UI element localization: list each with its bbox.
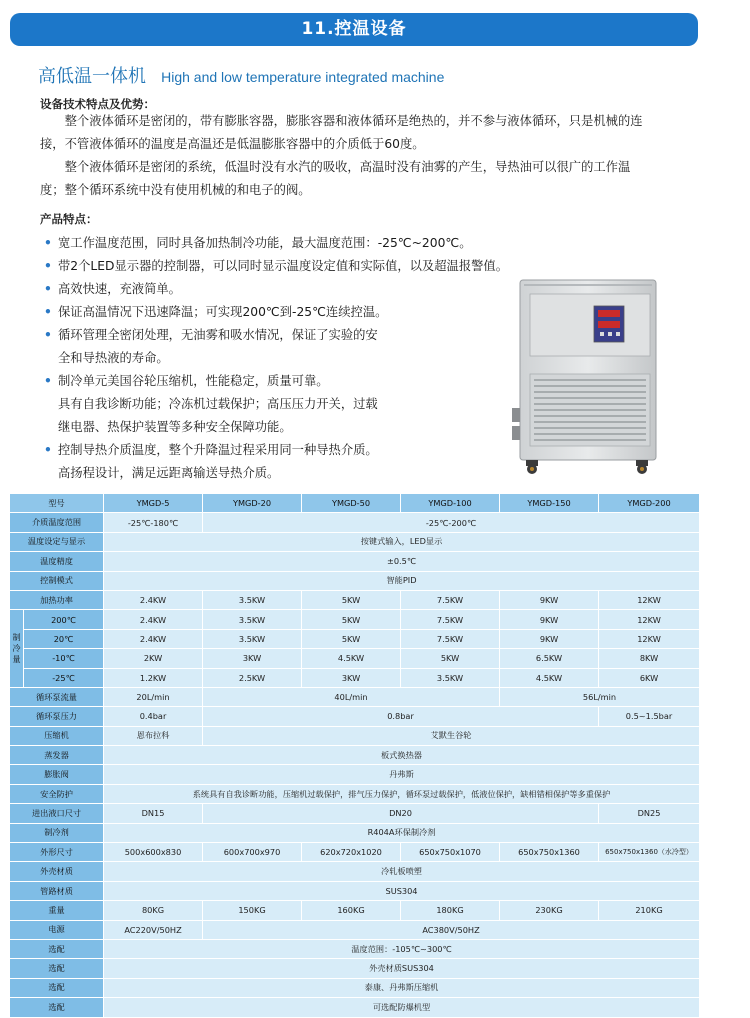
bullet-icon: • <box>44 374 52 388</box>
row-label: -25℃ <box>24 668 104 687</box>
table-header-cell: YMGD-20 <box>203 494 302 513</box>
table-cell: AC220V/50HZ <box>104 920 203 939</box>
table-row <box>10 610 700 629</box>
row-label: 介质温度范围 <box>10 513 104 532</box>
table-row <box>10 629 700 648</box>
table-cell: 艾默生谷轮 <box>203 726 700 745</box>
table-row <box>10 901 700 920</box>
table-cell: 3KW <box>302 668 401 687</box>
advantages-paragraph-1: 整个液体循环是密闭的，带有膨胀容器，膨胀容器和液体循环是绝热的，并不参与液体循环，只是机械的连接，不管液体循环的温度是高温还是低温膨胀容器中的介质低于60度。 <box>40 114 643 151</box>
table-row <box>10 513 700 532</box>
feature-item <box>42 439 512 462</box>
table-cell: 650x750x1070 <box>401 843 500 862</box>
table-cell: 2KW <box>104 649 203 668</box>
table-cell: 0.8bar <box>203 707 599 726</box>
table-cell: -25℃-200℃ <box>203 513 700 532</box>
product-title-cn: 高低温一体机 <box>38 66 146 87</box>
row-label: 重量 <box>10 901 104 920</box>
bullet-icon: • <box>44 282 52 296</box>
feature-line: 循环管理全密闭处理，无油雾和吸水情况，保证了实验的安 <box>58 328 378 342</box>
table-cell: 3.5KW <box>203 629 302 648</box>
feature-line: 全和导热液的寿命。 <box>58 351 169 365</box>
table-cell: 600x700x970 <box>203 843 302 862</box>
table-cell: 温度范围：-105℃~300℃ <box>104 939 700 958</box>
feature-line: 高效快速，充液简单。 <box>58 282 181 296</box>
table-cell: 板式换热器 <box>104 746 700 765</box>
table-cell: 210KG <box>599 901 700 920</box>
table-cell: 6.5KW <box>500 649 599 668</box>
row-label: 外形尺寸 <box>10 843 104 862</box>
table-row <box>10 571 700 590</box>
table-row <box>10 843 700 862</box>
row-label: -10℃ <box>24 649 104 668</box>
table-cell: 56L/min <box>500 687 700 706</box>
table-header-cell: YMGD-100 <box>401 494 500 513</box>
table-cell: 80KG <box>104 901 203 920</box>
machine-product-image <box>508 276 668 476</box>
table-header-cell: YMGD-50 <box>302 494 401 513</box>
table-row <box>10 881 700 900</box>
feature-line: 高扬程设计，满足远距离输送导热介质。 <box>58 466 280 480</box>
table-cell: 0.4bar <box>104 707 203 726</box>
table-row <box>10 687 700 706</box>
table-cell: 9KW <box>500 590 599 609</box>
table-row <box>10 765 700 784</box>
table-cell: 230KG <box>500 901 599 920</box>
bullet-icon: • <box>44 305 52 319</box>
row-label: 外壳材质 <box>10 862 104 881</box>
table-cell: 620x720x1020 <box>302 843 401 862</box>
table-cell: 外壳材质SUS304 <box>104 959 700 978</box>
table-cell: 4.5KW <box>302 649 401 668</box>
table-cell: 系统具有自我诊断功能，压缩机过载保护，排气压力保护，循环泵过载保护，低液位保护，缺相错相保护等多重保护 <box>104 784 700 803</box>
advantages-heading: 设备技术特点及优势： <box>40 97 155 111</box>
row-label: 循环泵压力 <box>10 707 104 726</box>
table-cell: 2.4KW <box>104 610 203 629</box>
table-cell: R404A环保制冷剂 <box>104 823 700 842</box>
feature-item <box>42 370 512 393</box>
row-label: 进出液口尺寸 <box>10 804 104 823</box>
row-label: 温度精度 <box>10 552 104 571</box>
table-cell: 650x750x1360 <box>500 843 599 862</box>
cooling-group-label: 制冷量 <box>10 610 24 688</box>
feature-line: 制冷单元美国谷轮压缩机，性能稳定，质量可靠。 <box>58 374 329 388</box>
table-row <box>10 707 700 726</box>
table-cell: DN15 <box>104 804 203 823</box>
table-row <box>10 726 700 745</box>
table-cell: 2.4KW <box>104 590 203 609</box>
section-banner: 11.控温设备 <box>10 13 698 46</box>
features-heading: 产品特点： <box>40 212 98 226</box>
table-row <box>10 823 700 842</box>
table-cell: 5KW <box>401 649 500 668</box>
table-cell: 0.5~1.5bar <box>599 707 700 726</box>
table-cell: 1.2KW <box>104 668 203 687</box>
table-cell: 智能PID <box>104 571 700 590</box>
spec-table <box>9 493 700 1018</box>
table-cell: 40L/min <box>203 687 500 706</box>
table-cell: 冷轧板喷塑 <box>104 862 700 881</box>
bullet-icon: • <box>44 328 52 342</box>
table-cell: 可选配防爆机型 <box>104 998 700 1017</box>
row-label: 选配 <box>10 959 104 978</box>
table-row <box>10 862 700 881</box>
table-cell: 2.5KW <box>203 668 302 687</box>
table-row <box>10 532 700 551</box>
table-cell: 9KW <box>500 610 599 629</box>
row-label: 选配 <box>10 998 104 1017</box>
row-label: 选配 <box>10 978 104 997</box>
row-label: 20℃ <box>24 629 104 648</box>
table-row <box>10 494 700 513</box>
bullet-icon: • <box>44 443 52 457</box>
feature-line: 继电器、热保护装置等多种安全保障功能。 <box>58 420 292 434</box>
table-header-cell: 型号 <box>10 494 104 513</box>
table-cell: 180KG <box>401 901 500 920</box>
feature-item <box>42 278 512 301</box>
table-cell: 恩布拉科 <box>104 726 203 745</box>
table-cell: AC380V/50HZ <box>203 920 700 939</box>
table-cell: 4.5KW <box>500 668 599 687</box>
table-cell: 泰康、丹弗斯压缩机 <box>104 978 700 997</box>
row-label: 200℃ <box>24 610 104 629</box>
row-label: 控制模式 <box>10 571 104 590</box>
feature-line: 带2个LED显示器的控制器，可以同时显示温度设定值和实际值，以及超温报警值。 <box>58 259 509 273</box>
row-label: 电源 <box>10 920 104 939</box>
row-label: 加热功率 <box>10 590 104 609</box>
table-row <box>10 959 700 978</box>
product-title-en: High and low temperature integrated machine <box>161 69 445 85</box>
table-cell: 12KW <box>599 610 700 629</box>
feature-line: 宽工作温度范围，同时具备加热制冷功能，最大温度范围：-25℃~200℃。 <box>58 236 472 250</box>
table-cell: 按键式输入，LED显示 <box>104 532 700 551</box>
row-label: 选配 <box>10 939 104 958</box>
table-cell: 8KW <box>599 649 700 668</box>
table-cell: SUS304 <box>104 881 700 900</box>
feature-item <box>42 255 512 278</box>
feature-line: 具有自我诊断功能；冷冻机过载保护；高压压力开关，过载 <box>58 397 378 411</box>
features-list <box>42 232 512 485</box>
table-cell: 3.5KW <box>401 668 500 687</box>
table-row <box>10 552 700 571</box>
feature-item <box>42 324 512 347</box>
table-cell: 160KG <box>302 901 401 920</box>
table-cell: 7.5KW <box>401 610 500 629</box>
feature-item <box>42 232 512 255</box>
table-row <box>10 920 700 939</box>
table-cell: 6KW <box>599 668 700 687</box>
feature-item <box>42 301 512 324</box>
table-row <box>10 939 700 958</box>
table-cell: DN20 <box>203 804 599 823</box>
advantages-paragraph-2: 整个液体循环是密闭的系统，低温时没有水汽的吸收，高温时没有油雾的产生，导热油可以很广的工作温度；整个循环系统中没有使用机械的和电子的阀。 <box>40 160 631 197</box>
row-label: 循环泵流量 <box>10 687 104 706</box>
table-cell: 2.4KW <box>104 629 203 648</box>
row-label: 膨胀阀 <box>10 765 104 784</box>
table-cell: 3.5KW <box>203 610 302 629</box>
table-row <box>10 590 700 609</box>
feature-line: 保证高温情况下迅速降温；可实现200℃到-25℃连续控温。 <box>58 305 388 319</box>
row-label: 管路材质 <box>10 881 104 900</box>
table-cell: 5KW <box>302 590 401 609</box>
table-cell: 20L/min <box>104 687 203 706</box>
table-cell: 7.5KW <box>401 590 500 609</box>
row-label: 温度设定与显示 <box>10 532 104 551</box>
table-row <box>10 784 700 803</box>
product-title <box>38 62 444 88</box>
row-label: 制冷剂 <box>10 823 104 842</box>
table-cell: 5KW <box>302 629 401 648</box>
bullet-icon: • <box>44 236 52 250</box>
row-label: 蒸发器 <box>10 746 104 765</box>
table-cell: 3.5KW <box>203 590 302 609</box>
caster-wheels-icon <box>526 460 648 474</box>
table-cell: 丹弗斯 <box>104 765 700 784</box>
table-row <box>10 804 700 823</box>
table-cell: -25℃-180℃ <box>104 513 203 532</box>
bullet-icon: • <box>44 259 52 273</box>
row-label: 压缩机 <box>10 726 104 745</box>
table-cell: 5KW <box>302 610 401 629</box>
table-row <box>10 649 700 668</box>
table-cell: 7.5KW <box>401 629 500 648</box>
table-row <box>10 746 700 765</box>
table-cell: 150KG <box>203 901 302 920</box>
table-cell: 12KW <box>599 629 700 648</box>
table-row <box>10 668 700 687</box>
table-header-cell: YMGD-200 <box>599 494 700 513</box>
table-cell: 500x600x830 <box>104 843 203 862</box>
table-header-cell: YMGD-150 <box>500 494 599 513</box>
table-header-cell: YMGD-5 <box>104 494 203 513</box>
table-cell: ±0.5℃ <box>104 552 700 571</box>
table-cell: 12KW <box>599 590 700 609</box>
table-cell: DN25 <box>599 804 700 823</box>
table-cell: 9KW <box>500 629 599 648</box>
feature-line: 控制导热介质温度，整个升降温过程采用同一种导热介质。 <box>58 443 378 457</box>
table-row <box>10 998 700 1017</box>
table-row <box>10 978 700 997</box>
row-label: 安全防护 <box>10 784 104 803</box>
table-cell: 650x750x1360（水冷型） <box>599 843 700 862</box>
table-cell: 3KW <box>203 649 302 668</box>
